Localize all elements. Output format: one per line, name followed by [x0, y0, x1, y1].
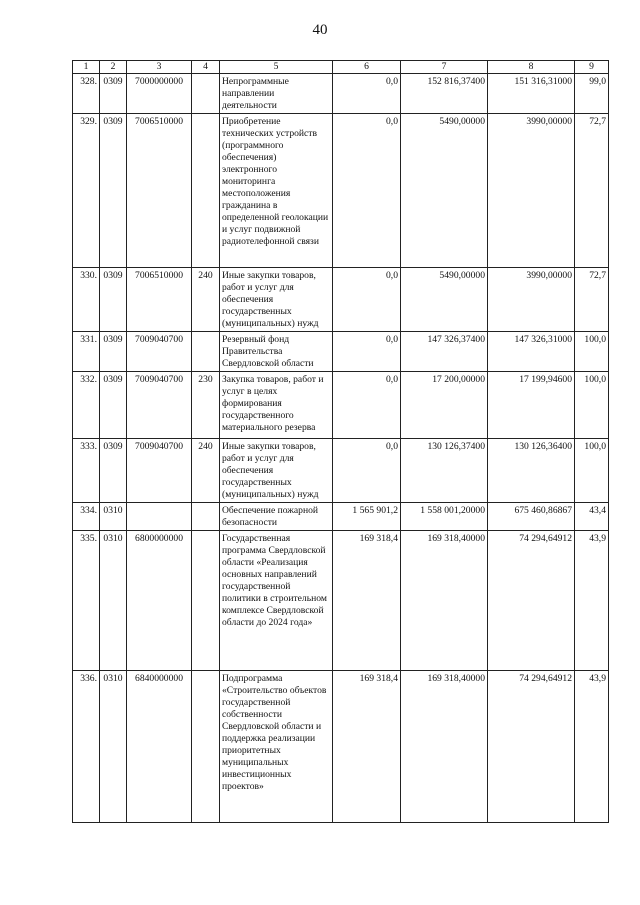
row-number: 334. [73, 503, 100, 531]
plan-amount: 169 318,4 [333, 531, 401, 671]
item-name: Иные закупки товаров, работ и услуг для обеспечения государственных (муниципальных) нужд [220, 439, 333, 503]
header-cell: 9 [575, 61, 609, 74]
target-code: 6800000000 [127, 531, 192, 671]
execution-percent: 43,4 [575, 503, 609, 531]
expense-type-code [192, 74, 220, 114]
table-row [73, 74, 609, 114]
table-row [73, 114, 609, 268]
table-row [73, 332, 609, 372]
page-number: 40 [312, 22, 328, 38]
execution-percent: 100,0 [575, 439, 609, 503]
row-number: 332. [73, 372, 100, 439]
refined-amount: 147 326,37400 [401, 332, 488, 372]
refined-amount: 17 200,00000 [401, 372, 488, 439]
row-number: 331. [73, 332, 100, 372]
plan-amount: 0,0 [333, 372, 401, 439]
target-code: 7009040700 [127, 332, 192, 372]
plan-amount: 0,0 [333, 439, 401, 503]
refined-amount: 130 126,37400 [401, 439, 488, 503]
item-name: Закупка товаров, работ и услуг в целях формирования государственного материального резерва [220, 372, 333, 439]
section-code: 0310 [100, 671, 127, 823]
plan-amount: 0,0 [333, 114, 401, 268]
header-cell: 4 [192, 61, 220, 74]
executed-amount: 675 460,86867 [488, 503, 575, 531]
execution-percent: 72,7 [575, 268, 609, 332]
item-name: Иные закупки товаров, работ и услуг для обеспечения государственных (муниципальных) нужд [220, 268, 333, 332]
item-name: Государственная программа Свердловской области «Реализация основных направлений государственной политики в строительном комплексе Свердловской области до 2024 года» [220, 531, 333, 671]
plan-amount: 1 565 901,2 [333, 503, 401, 531]
item-name: Подпрограмма «Строительство объектов государственной собственности Свердловской области и поддержка реализации приоритетных муниципальных инвестиционных проектов» [220, 671, 333, 823]
execution-percent: 100,0 [575, 332, 609, 372]
table-row [73, 268, 609, 332]
executed-amount: 74 294,64912 [488, 531, 575, 671]
item-name: Приобретение технических устройств (программного обеспечения) электронного мониторинга местоположения гражданина в определенной геолокации и услуг подвижной радиотелефонной связи [220, 114, 333, 268]
execution-percent: 72,7 [575, 114, 609, 268]
execution-percent: 100,0 [575, 372, 609, 439]
row-number: 335. [73, 531, 100, 671]
expense-type-code [192, 531, 220, 671]
table-row [73, 503, 609, 531]
row-number: 336. [73, 671, 100, 823]
executed-amount: 147 326,31000 [488, 332, 575, 372]
refined-amount: 5490,00000 [401, 268, 488, 332]
section-code: 0310 [100, 531, 127, 671]
table-row [73, 531, 609, 671]
section-code: 0309 [100, 268, 127, 332]
header-cell: 6 [333, 61, 401, 74]
refined-amount: 169 318,40000 [401, 671, 488, 823]
target-code: 7006510000 [127, 268, 192, 332]
expense-type-code: 240 [192, 439, 220, 503]
plan-amount: 0,0 [333, 332, 401, 372]
refined-amount: 169 318,40000 [401, 531, 488, 671]
expense-type-code: 240 [192, 268, 220, 332]
header-cell: 2 [100, 61, 127, 74]
expense-type-code: 230 [192, 372, 220, 439]
target-code: 7006510000 [127, 114, 192, 268]
section-code: 0309 [100, 439, 127, 503]
section-code: 0309 [100, 372, 127, 439]
header-cell: 8 [488, 61, 575, 74]
table-row [73, 439, 609, 503]
plan-amount: 169 318,4 [333, 671, 401, 823]
target-code: 6840000000 [127, 671, 192, 823]
table-row [73, 372, 609, 439]
executed-amount: 17 199,94600 [488, 372, 575, 439]
item-name: Непрограммные направлении деятельности [220, 74, 333, 114]
target-code: 7009040700 [127, 372, 192, 439]
execution-percent: 43,9 [575, 671, 609, 823]
row-number: 328. [73, 74, 100, 114]
row-number: 330. [73, 268, 100, 332]
refined-amount: 5490,00000 [401, 114, 488, 268]
execution-percent: 99,0 [575, 74, 609, 114]
header-cell: 7 [401, 61, 488, 74]
header-cell: 1 [73, 61, 100, 74]
executed-amount: 130 126,36400 [488, 439, 575, 503]
expense-type-code [192, 332, 220, 372]
header-cell: 5 [220, 61, 333, 74]
row-number: 329. [73, 114, 100, 268]
table-row [73, 671, 609, 823]
plan-amount: 0,0 [333, 268, 401, 332]
refined-amount: 152 816,37400 [401, 74, 488, 114]
target-code [127, 503, 192, 531]
plan-amount: 0,0 [333, 74, 401, 114]
executed-amount: 74 294,64912 [488, 671, 575, 823]
executed-amount: 3990,00000 [488, 114, 575, 268]
item-name: Обеспечение пожарной безопасности [220, 503, 333, 531]
target-code: 7000000000 [127, 74, 192, 114]
target-code: 7009040700 [127, 439, 192, 503]
section-code: 0309 [100, 332, 127, 372]
row-number: 333. [73, 439, 100, 503]
expense-type-code [192, 114, 220, 268]
refined-amount: 1 558 001,20000 [401, 503, 488, 531]
expense-type-code [192, 671, 220, 823]
executed-amount: 3990,00000 [488, 268, 575, 332]
header-cell: 3 [127, 61, 192, 74]
section-code: 0309 [100, 114, 127, 268]
section-code: 0309 [100, 74, 127, 114]
expense-type-code [192, 503, 220, 531]
executed-amount: 151 316,31000 [488, 74, 575, 114]
budget-table [72, 60, 609, 823]
section-code: 0310 [100, 503, 127, 531]
execution-percent: 43,9 [575, 531, 609, 671]
item-name: Резервный фонд Правительства Свердловской области [220, 332, 333, 372]
table-header-row [73, 61, 609, 74]
